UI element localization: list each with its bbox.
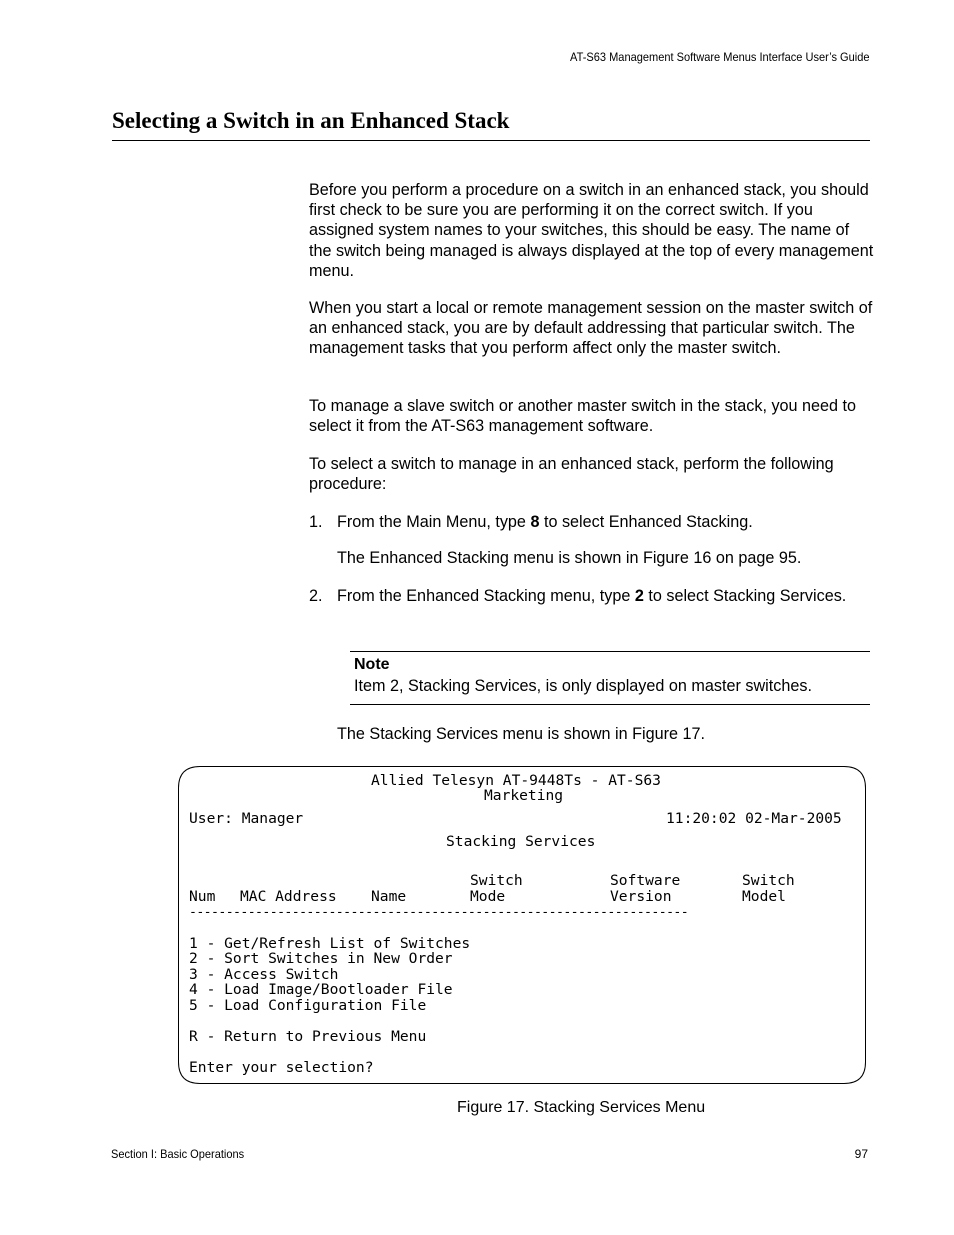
figure-reference: The Stacking Services menu is shown in Figure 17. (337, 725, 705, 743)
column-version-line1: Software (610, 872, 681, 889)
column-version-line2: Version (610, 888, 672, 905)
terminal-screen (178, 766, 866, 1084)
paragraph-master-session: When you start a local or remote management session on the master switch of an enhanced stack, you are by default addressing that particular switch. The management tasks that you perform affect only the master switch. (309, 299, 873, 358)
note-label: Note (354, 656, 390, 673)
terminal-user: User: Manager (189, 810, 304, 827)
title-rule (112, 140, 870, 141)
menu-option-3: 3 - Access Switch (189, 966, 339, 983)
footer-page-number: 97 (854, 1147, 868, 1161)
terminal-prompt: Enter your selection? (189, 1059, 374, 1076)
step-1-followup: The Enhanced Stacking menu is shown in Figure 16 on page 95. (337, 549, 802, 567)
note-top-rule (350, 651, 870, 652)
column-num: Num (189, 888, 216, 905)
step-key: 2 (634, 587, 644, 605)
menu-option-4: 4 - Load Image/Bootloader File (189, 981, 453, 998)
column-mode-line2: Mode (470, 888, 506, 905)
paragraph-intro: Before you perform a procedure on a switch in an enhanced stack, you should first check to be sure you are performing it on the correct switch. If you assigned system names to your switches, this should be easy. The name of the switch being managed is always displayed at the top of every management menu. (309, 181, 874, 280)
column-model-line2: Model (742, 888, 786, 905)
menu-option-1: 1 - Get/Refresh List of Switches (189, 935, 471, 952)
column-model-line1: Switch (742, 872, 795, 889)
figure-caption: Figure 17. Stacking Services Menu (457, 1099, 706, 1116)
column-mode-line1: Switch (470, 872, 523, 889)
note-bottom-rule (350, 704, 870, 705)
menu-option-2: 2 - Sort Switches in New Order (189, 950, 453, 967)
terminal-system-name: Marketing (484, 787, 564, 804)
menu-option-return: R - Return to Previous Menu (189, 1028, 427, 1045)
step-number: 2. (309, 587, 323, 605)
section-title: Selecting a Switch in an Enhanced Stack (112, 108, 510, 133)
terminal-menu-title: Stacking Services (446, 833, 596, 850)
terminal-product-line: Allied Telesyn AT-9448Ts - AT-S63 (371, 772, 661, 789)
menu-option-5: 5 - Load Configuration File (189, 997, 427, 1014)
paragraph-slave-switch: To manage a slave switch or another master switch in the stack, you need to select it from the AT-S63 management software. (309, 397, 857, 436)
note-text: Item 2, Stacking Services, is only displayed on master switches. (354, 677, 812, 695)
footer-section: Section I: Basic Operations (111, 1147, 245, 1161)
step-text: From the Main Menu, type 8 to select Enhanced Stacking. (337, 513, 753, 531)
step-number: 1. (309, 513, 323, 531)
column-mac-address: MAC Address (240, 888, 337, 905)
column-name: Name (371, 888, 407, 905)
running-head: AT-S63 Management Software Menus Interface User’s Guide (569, 50, 869, 64)
step-text: From the Enhanced Stacking menu, type 2 to select Stacking Services. (337, 587, 847, 605)
paragraph-procedure-intro: To select a switch to manage in an enhanced stack, perform the following procedure: (309, 455, 834, 494)
terminal-timestamp: 11:20:02 02-Mar-2005 (666, 810, 842, 827)
step-key: 8 (530, 513, 540, 531)
terminal-separator: -------------------------------------------------------------------- (189, 905, 689, 920)
